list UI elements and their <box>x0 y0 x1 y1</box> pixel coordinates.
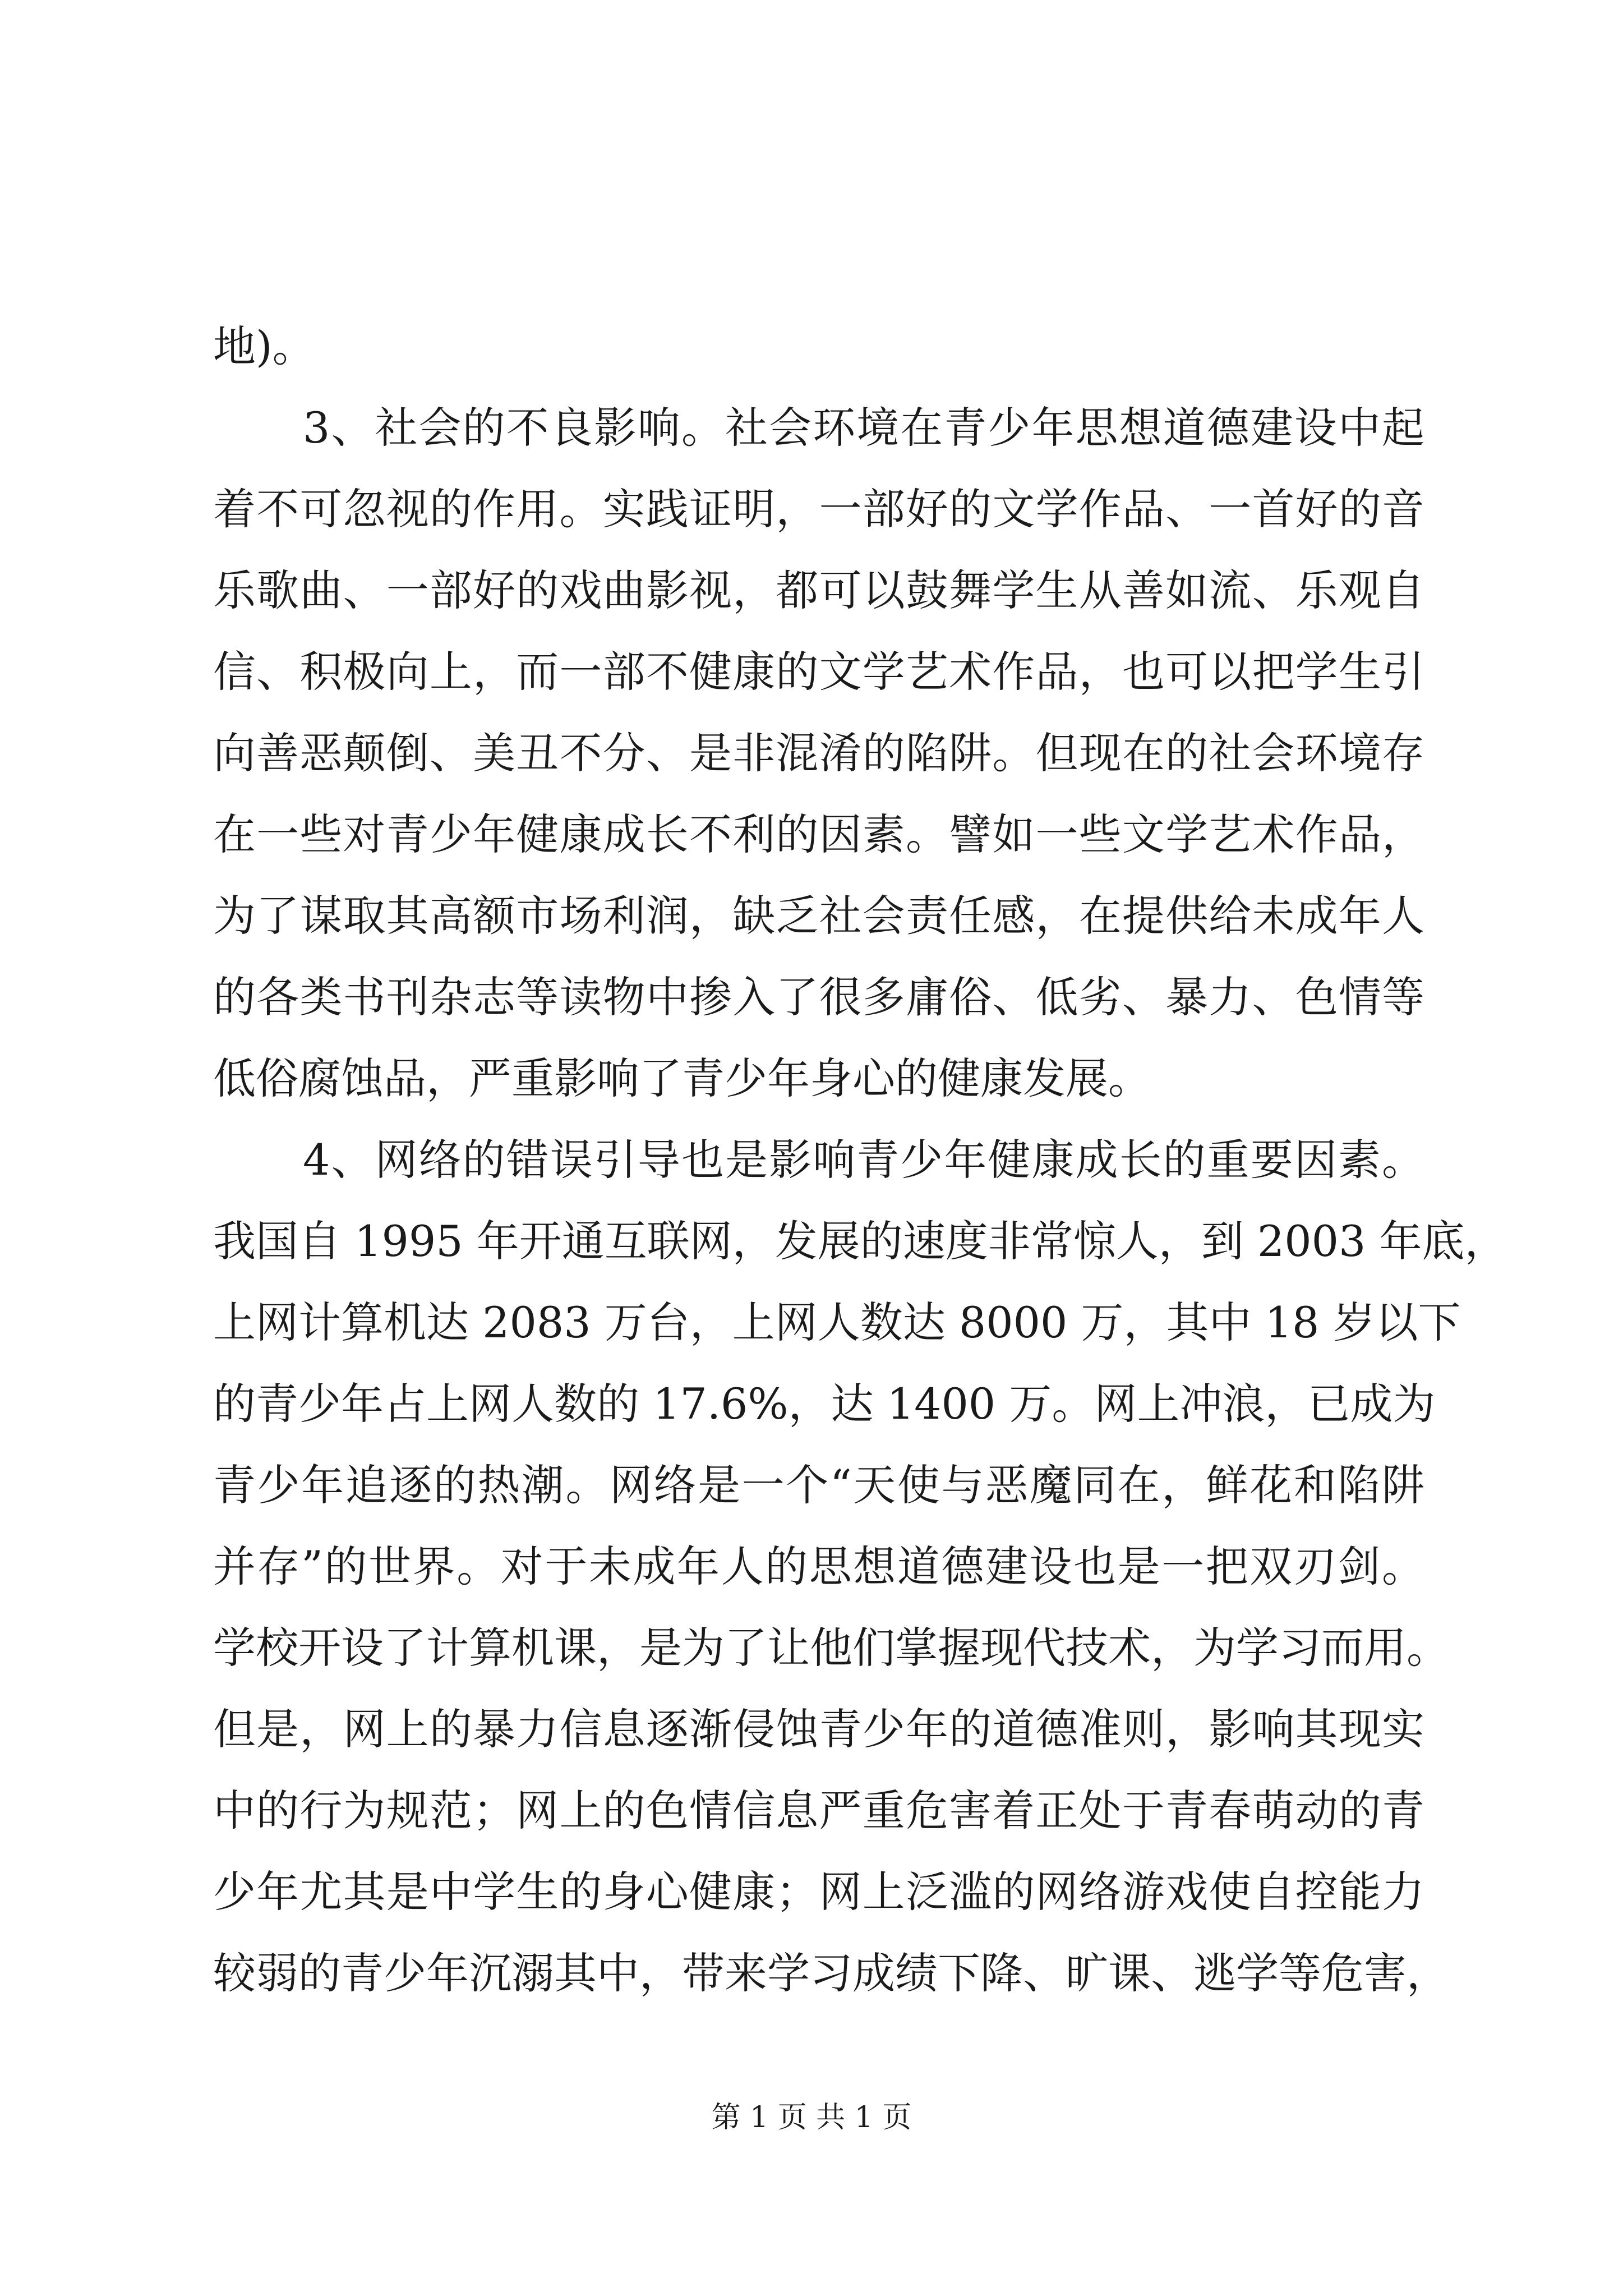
page-footer: 第 1 页 共 1 页 <box>711 2101 912 2134</box>
text-line: 为了谋取其高额市场利润，缺乏社会责任感，在提供给未成年人 <box>213 891 1424 941</box>
text-line: 信、积极向上，而一部不健康的文学艺术作品，也可以把学生引 <box>213 647 1424 697</box>
text-line: 向善恶颠倒、美丑不分、是非混淆的陷阱。但现在的社会环境存 <box>213 728 1424 778</box>
text-line: 3、社会的不良影响。社会环境在青少年思想道德建设中起 <box>303 403 1424 453</box>
text-line: 的青少年占上网人数的 17.6%，达 1400 万。网上冲浪，已成为 <box>213 1379 1436 1429</box>
text-line: 较弱的青少年沉溺其中，带来学习成绩下降、旷课、逃学等危害， <box>213 1948 1449 1998</box>
text-line: 上网计算机达 2083 万台，上网人数达 8000 万，其中 18 岁以下 <box>213 1297 1461 1347</box>
text-line: 在一些对青少年健康成长不利的因素。譬如一些文学艺术作品， <box>213 809 1424 859</box>
paragraph <box>213 1119 1507 2014</box>
text-line: 地)。 <box>213 321 315 371</box>
text-line: 学校开设了计算机课，是为了让他们掌握现代技术，为学习而用。 <box>213 1623 1449 1673</box>
paragraph <box>213 306 1424 387</box>
text-line: 的各类书刊杂志等读物中掺入了很多庸俗、低劣、暴力、色情等 <box>213 972 1424 1022</box>
text-line: 低俗腐蚀品，严重影响了青少年身心的健康发展。 <box>213 1053 1151 1103</box>
text-line: 中的行为规范；网上的色情信息严重危害着正处于青春萌动的青 <box>213 1786 1424 1835</box>
text-line: 但是，网上的暴力信息逐渐侵蚀青少年的道德准则，影响其现实 <box>213 1704 1424 1754</box>
text-line: 并存”的世界。对于未成年人的思想道德建设也是一把双刃剑。 <box>213 1542 1424 1591</box>
text-line: 4、网络的错误引导也是影响青少年健康成长的重要因素。 <box>303 1135 1424 1185</box>
text-line: 着不可忽视的作用。实践证明，一部好的文学作品、一首好的音 <box>213 484 1424 534</box>
text-line: 少年尤其是中学生的身心健康；网上泛滥的网络游戏使自控能力 <box>213 1867 1424 1917</box>
text-line: 我国自 1995 年开通互联网，发展的速度非常惊人，到 2003 年底， <box>213 1216 1507 1266</box>
document-body <box>213 306 1507 2014</box>
paragraph <box>213 387 1424 1119</box>
text-line: 青少年追逐的热潮。网络是一个“天使与恶魔同在，鲜花和陷阱 <box>213 1460 1424 1510</box>
text-line: 乐歌曲、一部好的戏曲影视，都可以鼓舞学生从善如流、乐观自 <box>213 565 1424 615</box>
